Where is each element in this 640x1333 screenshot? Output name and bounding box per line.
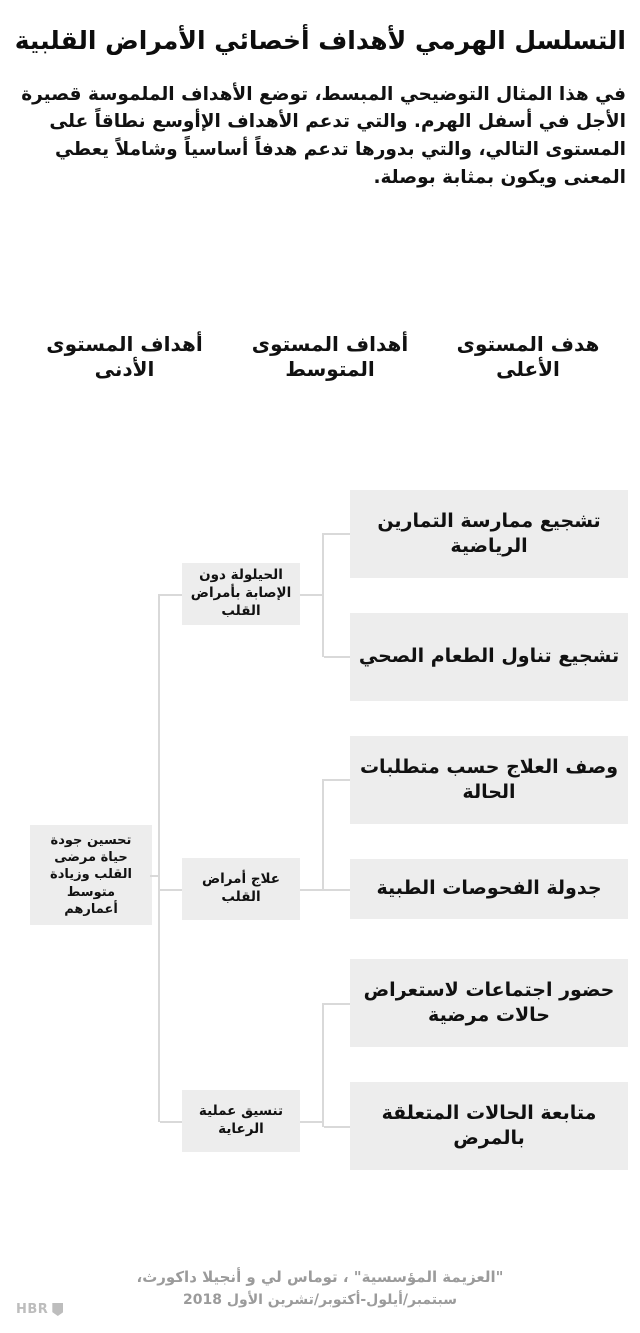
connector-spine-to-top [150,875,160,877]
connector-low3-h [324,779,350,781]
node-middle-1: الحيلولة دون الإصابة بأمراض القلب [182,563,300,625]
connector-low4-h [324,889,350,891]
column-headings [10,332,630,402]
node-lowest-4: جدولة الفحوصات الطبية [350,859,628,919]
page-title: التسلسل الهرمي لأهداف أخصائي الأمراض القلبية [14,25,626,55]
node-middle-3: تنسيق عملية الرعاية [182,1090,300,1152]
node-top-1: تحسين جودة حياة مرضى القلب وزيادة متوسط أعمارهم [30,825,152,925]
connector-low5-h [324,1003,350,1005]
connector-middle2-h [160,889,182,891]
connector-group1-to-middle1 [300,594,324,596]
connector-middle1-h [160,594,182,596]
connector-group2-to-middle2 [300,889,324,891]
source-credit-line2: سبتمبر/أيلول-أكتوبر/تشرين الأول 2018 [183,1291,457,1308]
node-lowest-5: حضور اجتماعات لاستعراض حالات مرضية [350,959,628,1047]
node-lowest-1: تشجيع ممارسة التمارين الرياضية [350,490,628,578]
column-heading-lowest-level: أهداف المستوى الأدنى [46,332,203,381]
node-lowest-3: وصف العلاج حسب متطلبات الحالة [350,736,628,824]
intro-paragraph: في هذا المثال التوضيحي المبسط، توضع الأهداف الملموسة قصيرة الأجل في أسفل الهرم. والتي تدعم الأهداف الإأوسع نطاقاً على المستوى التالي، والتي بدورها تدعم هدفاً أساسياً وشاملاً يعطي المعنى ويكون بمثابة بوصلة. [21,83,626,188]
hbr-mark-icon [52,1303,63,1316]
connector-middle3-h [160,1121,182,1123]
hbr-logo [16,1302,63,1317]
connector-low6-h [324,1126,350,1128]
connector-group2-v [322,779,324,890]
hierarchy-diagram [0,470,640,1240]
column-heading-middle-level: أهداف المستوى المتوسط [251,332,409,381]
source-credit [14,1265,626,1311]
column-heading-top-level: هدف المستوى الأعلى [456,332,600,381]
hbr-wordmark: HBR [16,1302,49,1317]
connector-low2-h [324,656,350,658]
connector-middle-spine-v [158,594,160,1122]
connector-group3-v [322,1003,324,1127]
node-lowest-2: تشجيع تناول الطعام الصحي [350,613,628,701]
connector-group3-to-middle3 [300,1121,324,1123]
source-credit-line1: "العزيمة المؤسسية" ، توماس لي و أنجيلا داكورث، [136,1267,504,1286]
node-lowest-6: متابعة الحالات المتعلقة بالمرض [350,1082,628,1170]
connector-low1-h [324,533,350,535]
node-middle-2: علاج أمراض القلب [182,858,300,920]
